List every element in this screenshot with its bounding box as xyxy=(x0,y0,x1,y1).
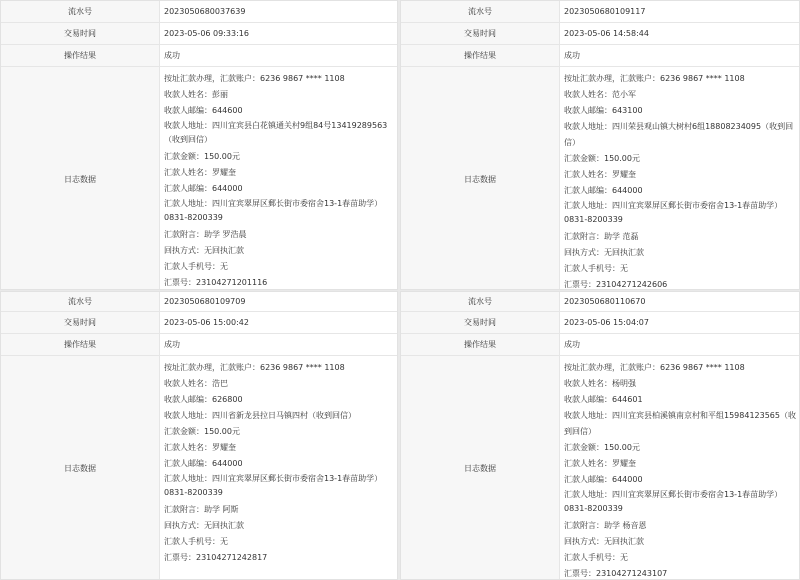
serial-row xyxy=(1,292,397,312)
log-line: 收款人邮编：644601 xyxy=(564,395,643,404)
log-line: 按址汇款办理，汇款账户：6236 9867 **** 1108 xyxy=(164,363,345,372)
log-line: 回执方式：无回执汇款 xyxy=(164,521,244,530)
log-line: 汇款人地址：四川宜宾翠屏区郵长街市委宿舍13-1春苗助学）0831-8200339 xyxy=(564,201,783,224)
log-row xyxy=(1,356,397,580)
log-line: 收款人邮编：644600 xyxy=(164,106,243,115)
result-row xyxy=(1,45,397,67)
log-line: 汇款人邮编：644000 xyxy=(164,184,243,193)
serial-label: 流水号 xyxy=(401,292,560,311)
log-line: 汇款金额：150.00元 xyxy=(564,154,640,163)
serial-label: 流水号 xyxy=(1,1,160,22)
log-line: 汇票号：23104271242817 xyxy=(164,553,268,562)
log-line: 回执方式：无回执汇款 xyxy=(564,248,644,257)
serial-row xyxy=(401,1,799,23)
result-value: 成功 xyxy=(164,51,180,60)
log-line: 汇票号：23104271242606 xyxy=(564,280,668,289)
log-line: 收款人姓名：范小军 xyxy=(564,90,636,99)
log-line: 按址汇款办理，汇款账户：6236 9867 **** 1108 xyxy=(564,74,745,83)
log-line: 汇款金额：150.00元 xyxy=(164,427,240,436)
log-line: 汇款附言：助学 阿斯 xyxy=(164,505,239,514)
log-line: 按址汇款办理，汇款账户：6236 9867 **** 1108 xyxy=(164,74,345,83)
log-line: 收款人地址：四川宜宾县柏溪镇南京村和平组15984123565（收到回信） xyxy=(564,411,796,436)
result-row xyxy=(1,334,397,356)
log-content xyxy=(160,67,397,290)
serial-label: 流水号 xyxy=(1,292,160,311)
result-label: 操作结果 xyxy=(1,334,160,355)
record-2 xyxy=(400,0,800,290)
result-value: 成功 xyxy=(164,340,180,349)
result-row xyxy=(401,45,799,67)
time-label: 交易时间 xyxy=(1,23,160,44)
time-row xyxy=(1,312,397,334)
result-label: 操作结果 xyxy=(1,45,160,66)
time-value: 2023-05-06 15:04:07 xyxy=(564,318,649,327)
log-line: 汇款人手机号：无 xyxy=(564,553,628,562)
log-line: 汇款人邮编：644000 xyxy=(564,475,643,484)
log-line: 收款人邮编：643100 xyxy=(564,106,643,115)
log-line: 收款人邮编：626800 xyxy=(164,395,243,404)
time-row xyxy=(401,23,799,45)
log-line: 收款人地址：四川宜宾县白花镇通关村9组84号13419289563（收到回信） xyxy=(164,121,388,144)
log-line: 汇款人地址：四川宜宾翠屏区郵长街市委宿舍13-1春苗助学）0831-8200339 xyxy=(164,199,383,222)
log-content xyxy=(560,356,799,580)
serial-value: 2023050680109709 xyxy=(164,297,246,306)
log-line: 汇款人姓名：罗耀奎 xyxy=(564,170,636,179)
result-row xyxy=(401,334,799,356)
time-row xyxy=(401,312,799,334)
log-label: 日志数据 xyxy=(1,356,160,580)
log-row xyxy=(401,356,799,580)
log-label: 日志数据 xyxy=(401,67,560,290)
record-3 xyxy=(0,291,398,580)
log-line: 汇款人地址：四川宜宾翠屏区郵长街市委宿舍13-1春苗助学）0831-8200339 xyxy=(564,490,783,513)
serial-label: 流水号 xyxy=(401,1,560,22)
log-line: 汇款人手机号：无 xyxy=(564,264,628,273)
log-line: 回执方式：无回执汇款 xyxy=(564,537,644,546)
result-value: 成功 xyxy=(564,340,580,349)
time-label: 交易时间 xyxy=(401,312,560,333)
log-line: 汇款人邮编：644000 xyxy=(564,186,643,195)
log-line: 汇款人姓名：罗耀奎 xyxy=(564,459,636,468)
serial-row xyxy=(401,292,799,312)
time-label: 交易时间 xyxy=(1,312,160,333)
log-line: 汇款人邮编：644000 xyxy=(164,459,243,468)
result-label: 操作结果 xyxy=(401,45,560,66)
log-line: 汇票号：23104271201116 xyxy=(164,278,268,287)
log-line: 汇款金额：150.00元 xyxy=(164,152,240,161)
serial-value: 2023050680037639 xyxy=(164,7,246,16)
log-line: 收款人姓名：杨明强 xyxy=(564,379,636,388)
serial-row xyxy=(1,1,397,23)
log-line: 汇票号：23104271243107 xyxy=(564,569,668,578)
record-1 xyxy=(0,0,398,290)
serial-value: 2023050680109117 xyxy=(564,7,646,16)
result-label: 操作结果 xyxy=(401,334,560,355)
log-line: 汇款附言：助学 杨音恩 xyxy=(564,521,647,530)
log-line: 汇款人手机号：无 xyxy=(164,537,228,546)
result-value: 成功 xyxy=(564,51,580,60)
log-line: 汇款人姓名：罗耀奎 xyxy=(164,443,236,452)
time-value: 2023-05-06 15:00:42 xyxy=(164,318,249,327)
log-row xyxy=(1,67,397,290)
log-label: 日志数据 xyxy=(1,67,160,290)
log-line: 按址汇款办理，汇款账户：6236 9867 **** 1108 xyxy=(564,363,745,372)
log-line: 回执方式：无回执汇款 xyxy=(164,246,244,255)
log-line: 汇款人姓名：罗耀奎 xyxy=(164,168,236,177)
time-label: 交易时间 xyxy=(401,23,560,44)
log-content xyxy=(560,67,799,290)
log-line: 收款人姓名：彭丽 xyxy=(164,90,228,99)
log-line: 汇款附言：助学 罗浩晨 xyxy=(164,230,247,239)
log-line: 收款人地址：四川省新龙县拉日马镇四村（收到回信） xyxy=(164,411,356,420)
time-value: 2023-05-06 09:33:16 xyxy=(164,29,249,38)
time-row xyxy=(1,23,397,45)
log-line: 汇款附言：助学 范磊 xyxy=(564,232,639,241)
log-content xyxy=(160,356,397,580)
record-4 xyxy=(400,291,800,580)
log-line: 汇款金额：150.00元 xyxy=(564,443,640,452)
log-row xyxy=(401,67,799,290)
log-line: 汇款人地址：四川宜宾翠屏区郵长街市委宿舍13-1春苗助学）0831-8200339 xyxy=(164,474,383,497)
log-label: 日志数据 xyxy=(401,356,560,580)
log-line: 汇款人手机号：无 xyxy=(164,262,228,271)
log-line: 收款人姓名：浩巴 xyxy=(164,379,228,388)
serial-value: 2023050680110670 xyxy=(564,297,646,306)
log-line: 收款人地址：四川荣县观山镇大树村6组18808234095（收到回信） xyxy=(564,122,794,147)
time-value: 2023-05-06 14:58:44 xyxy=(564,29,649,38)
